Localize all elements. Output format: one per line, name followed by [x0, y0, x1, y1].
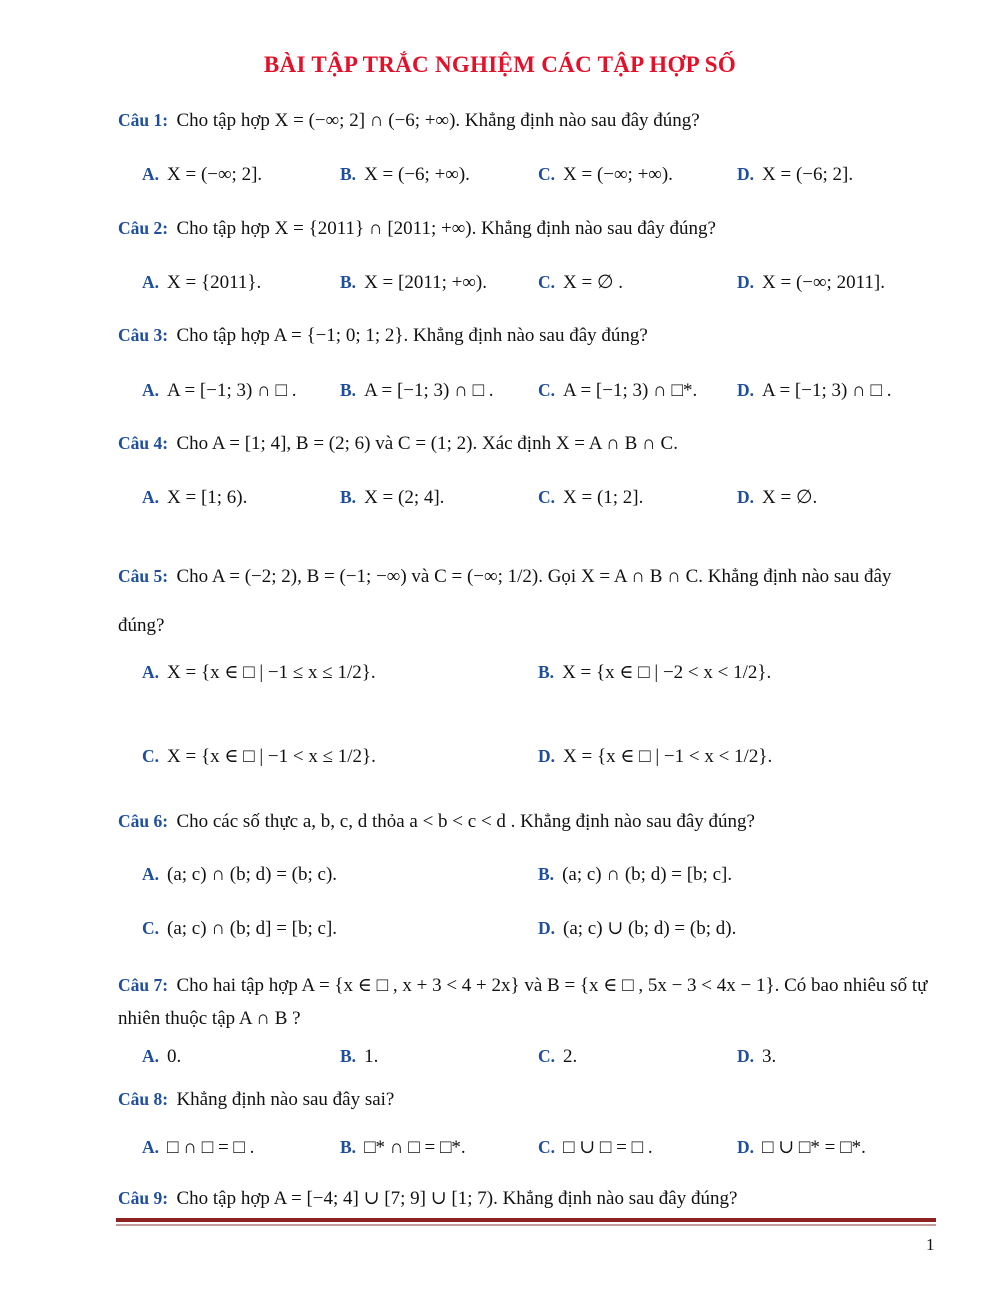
question-label: Câu 8:	[118, 1089, 169, 1109]
footer-rule-thin	[116, 1224, 936, 1226]
option-d	[737, 378, 892, 403]
question-3	[118, 323, 936, 348]
option-c	[142, 916, 337, 941]
option-text: X = {x ∈ □ | −1 ≤ x ≤ 1/2}.	[167, 662, 376, 683]
option-label: A.	[142, 662, 160, 682]
option-text: (a; c) ∩ (b; d) = [b; c].	[562, 864, 733, 885]
option-text: □* ∩ □ = □*.	[364, 1137, 466, 1158]
option-a	[142, 1044, 181, 1069]
option-label: D.	[737, 1046, 755, 1066]
option-label: B.	[340, 487, 357, 507]
option-c	[142, 744, 376, 769]
option-label: C.	[538, 1137, 556, 1157]
option-text: A = [−1; 3) ∩ □ .	[364, 380, 494, 401]
question-label: Câu 6:	[118, 811, 169, 831]
option-text: □ ∪ □ = □ .	[563, 1137, 653, 1158]
option-text: X = (2; 4].	[364, 487, 445, 508]
option-label: C.	[538, 272, 556, 292]
question-label: Câu 1:	[118, 110, 169, 130]
option-text: X = {2011}.	[167, 272, 262, 293]
option-text: X = (−6; +∞).	[364, 164, 470, 185]
option-label: D.	[538, 746, 556, 766]
option-d	[538, 916, 736, 941]
option-label: A.	[142, 1137, 160, 1157]
page-number: 1	[926, 1235, 935, 1254]
option-b	[340, 270, 487, 295]
option-text: X = {x ∈ □ | −1 < x < 1/2}.	[563, 746, 773, 767]
option-a	[142, 378, 297, 403]
option-text: (a; c) ∩ (b; d] = [b; c].	[167, 918, 338, 939]
option-text: X = (−∞; +∞).	[563, 164, 673, 185]
option-text: 2.	[563, 1046, 578, 1067]
option-c	[538, 270, 623, 295]
option-text: A = [−1; 3) ∩ □*.	[563, 380, 698, 401]
option-text: 1.	[364, 1046, 379, 1067]
question-7	[118, 969, 936, 1035]
option-d	[737, 485, 817, 510]
question-text: Cho tập hợp A = {−1; 0; 1; 2}. Khẳng định nào sau đây đúng?	[176, 325, 648, 346]
option-label: C.	[538, 380, 556, 400]
option-label: A.	[142, 380, 160, 400]
option-label: C.	[538, 487, 556, 507]
option-b	[340, 1135, 466, 1160]
option-c	[538, 1135, 653, 1160]
option-d	[737, 1135, 866, 1160]
option-c	[538, 485, 643, 510]
option-text: X = ∅ .	[563, 272, 624, 293]
option-d	[737, 162, 853, 187]
option-label: C.	[538, 1046, 556, 1066]
option-b	[340, 1044, 378, 1069]
document-title: BÀI TẬP TRẮC NGHIỆM CÁC TẬP HỢP SỐ	[263, 52, 737, 77]
question-label: Câu 5:	[118, 566, 169, 586]
question-6	[118, 809, 936, 834]
option-label: D.	[538, 918, 556, 938]
option-label: D.	[737, 164, 755, 184]
option-c	[538, 378, 697, 403]
question-1	[118, 108, 936, 133]
option-label: B.	[340, 164, 357, 184]
question-text: Cho tập hợp X = (−∞; 2] ∩ (−6; +∞). Khẳng định nào sau đây đúng?	[176, 110, 700, 131]
option-label: B.	[538, 864, 555, 884]
option-a	[142, 485, 247, 510]
option-text: X = {x ∈ □ | −1 < x ≤ 1/2}.	[167, 746, 376, 767]
option-label: B.	[340, 1137, 357, 1157]
option-label: D.	[737, 1137, 755, 1157]
option-a	[142, 162, 262, 187]
option-a	[142, 270, 261, 295]
option-b	[538, 660, 771, 685]
option-label: C.	[142, 918, 160, 938]
option-b	[340, 378, 494, 403]
option-text: □ ∪ □* = □*.	[762, 1137, 866, 1158]
option-a	[142, 1135, 254, 1160]
question-label: Câu 7:	[118, 975, 169, 995]
option-label: B.	[340, 380, 357, 400]
question-text: Khẳng định nào sau đây sai?	[176, 1089, 395, 1110]
option-label: A.	[142, 864, 160, 884]
option-d	[737, 1044, 776, 1069]
question-8	[118, 1087, 936, 1112]
option-b	[340, 162, 470, 187]
option-text: X = (1; 2].	[563, 487, 644, 508]
option-text: □ ∩ □ = □ .	[167, 1137, 255, 1158]
option-c	[538, 1044, 577, 1069]
option-a	[142, 862, 337, 887]
question-5	[118, 552, 936, 650]
option-d	[538, 744, 772, 769]
option-label: A.	[142, 487, 160, 507]
option-label: A.	[142, 1046, 160, 1066]
option-text: X = (−6; 2].	[762, 164, 854, 185]
option-label: D.	[737, 380, 755, 400]
option-text: X = {x ∈ □ | −2 < x < 1/2}.	[562, 662, 772, 683]
question-label: Câu 3:	[118, 325, 169, 345]
question-4	[118, 431, 936, 456]
option-text: A = [−1; 3) ∩ □ .	[167, 380, 297, 401]
option-text: (a; c) ∩ (b; d) = (b; c).	[167, 864, 338, 885]
option-b	[538, 862, 732, 887]
option-label: B.	[340, 1046, 357, 1066]
option-text: X = [1; 6).	[167, 487, 248, 508]
question-9	[118, 1186, 936, 1211]
option-a	[142, 660, 376, 685]
option-c	[538, 162, 673, 187]
option-text: X = (−∞; 2011].	[762, 272, 885, 293]
option-label: B.	[340, 272, 357, 292]
option-text: 3.	[762, 1046, 777, 1067]
option-label: C.	[538, 164, 556, 184]
question-text: Cho A = [1; 4], B = (2; 6) và C = (1; 2). Xác định X = A ∩ B ∩ C.	[176, 433, 678, 454]
question-text: Cho A = (−2; 2), B = (−1; −∞) và C = (−∞; 1/2). Gọi X = A ∩ B ∩ C. Khẳng định nào sau đây đúng?	[118, 566, 892, 636]
option-d	[737, 270, 885, 295]
question-label: Câu 2:	[118, 218, 169, 238]
option-text: X = [2011; +∞).	[364, 272, 487, 293]
question-text: Cho tập hợp X = {2011} ∩ [2011; +∞). Khẳng định nào sau đây đúng?	[176, 218, 716, 239]
option-text: A = [−1; 3) ∩ □ .	[762, 380, 892, 401]
option-label: B.	[538, 662, 555, 682]
question-2	[118, 216, 936, 241]
question-text: Cho hai tập hợp A = {x ∈ □ , x + 3 < 4 + 2x} và B = {x ∈ □ , 5x − 3 < 4x − 1}. Có bao nhiêu số tự nhiên thuộc tập A ∩ B ?	[118, 975, 928, 1029]
option-b	[340, 485, 444, 510]
option-text: X = (−∞; 2].	[167, 164, 263, 185]
question-text: Cho các số thực a, b, c, d thỏa a < b < c < d . Khẳng định nào sau đây đúng?	[176, 811, 755, 832]
option-text: 0.	[167, 1046, 182, 1067]
option-label: A.	[142, 164, 160, 184]
option-label: D.	[737, 272, 755, 292]
question-label: Câu 9:	[118, 1188, 169, 1208]
footer-rule	[116, 1218, 936, 1222]
option-label: C.	[142, 746, 160, 766]
question-label: Câu 4:	[118, 433, 169, 453]
option-text: (a; c) ∪ (b; d) = (b; d).	[563, 918, 737, 939]
question-text: Cho tập hợp A = [−4; 4] ∪ [7; 9] ∪ [1; 7). Khẳng định nào sau đây đúng?	[176, 1188, 738, 1209]
option-text: X = ∅.	[762, 487, 818, 508]
option-label: A.	[142, 272, 160, 292]
option-label: D.	[737, 487, 755, 507]
